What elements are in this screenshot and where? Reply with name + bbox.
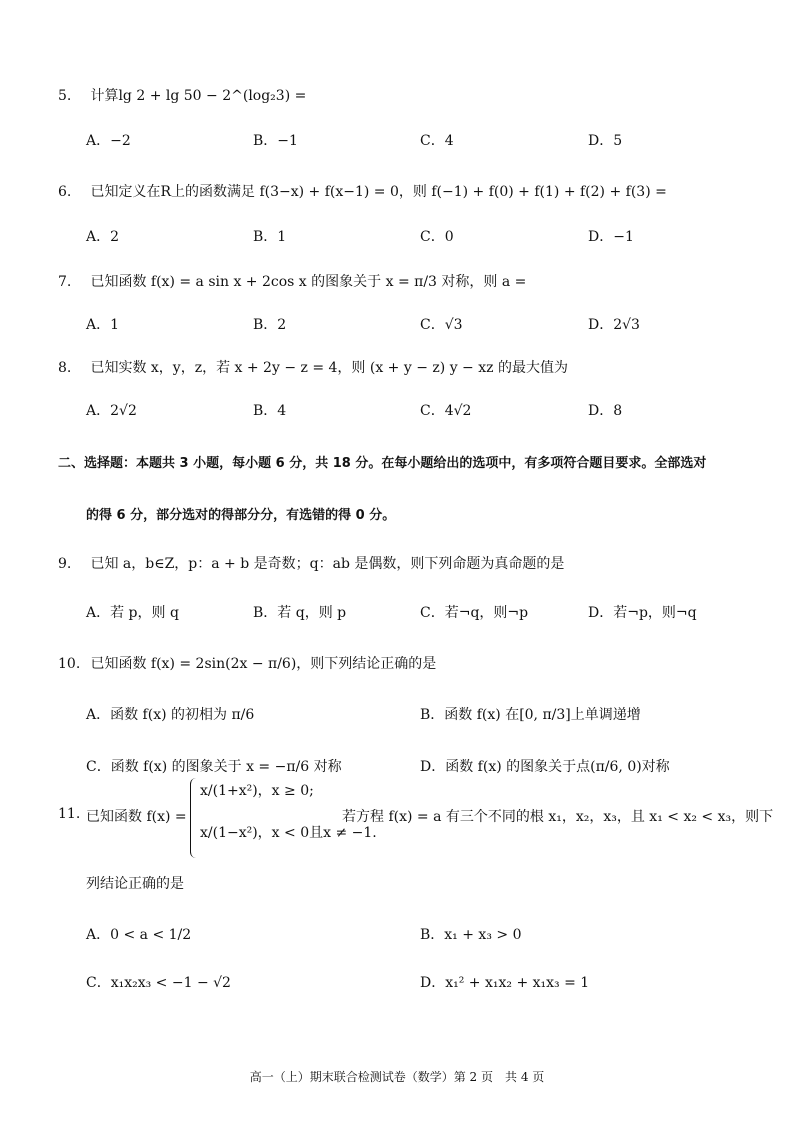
- page-footer: 高一（上）期末联合检测试卷（数学）第 2 页 共 4 页: [249, 1070, 545, 1084]
- option-d: D．若¬p，则¬q: [588, 605, 697, 621]
- option-d: D．x₁² + x₁x₂ + x₁x₃ = 1: [420, 975, 590, 991]
- question-number: 11.: [58, 806, 81, 822]
- question-10: [58, 654, 436, 674]
- question-11: [58, 776, 774, 866]
- option-d: D．2√3: [588, 317, 640, 333]
- question-number: 8.: [58, 360, 72, 376]
- question-7-options: [86, 314, 766, 336]
- option-b: B．x₁ + x₃ > 0: [420, 927, 522, 943]
- option-d: D．函数 f(x) 的图象关于点(π/6, 0)对称: [420, 759, 670, 775]
- option-a: A．−2: [86, 133, 131, 149]
- option-c: C．若¬q，则¬p: [420, 605, 529, 621]
- option-a: A．若 p，则 q: [86, 605, 179, 621]
- question-11-options-row1: [86, 924, 766, 946]
- option-c: C．0: [420, 229, 454, 245]
- option-d: D．−1: [588, 229, 634, 245]
- question-11-continued: 列结论正确的是: [86, 876, 184, 892]
- question-number: 6.: [58, 184, 72, 200]
- option-b: B．若 q，则 p: [253, 605, 347, 621]
- question-6-options: [86, 226, 766, 248]
- question-10-options-row2: [86, 756, 766, 778]
- option-c: C．x₁x₂x₃ < −1 − √2: [86, 975, 231, 991]
- question-text: 已知函数 f(x) = a sin x + 2cos x 的图象关于 x = π/3 对称，则 a =: [90, 274, 527, 290]
- question-number: 9.: [58, 556, 72, 572]
- question-9: [58, 554, 564, 574]
- option-a: A．2√2: [86, 403, 137, 419]
- question-9-options: [86, 602, 766, 624]
- question-text-suffix: 若方程 f(x) = a 有三个不同的根 x₁，x₂，x₃，且 x₁ < x₂ < x₃，则下: [342, 809, 774, 825]
- piecewise-case-1: x/(1+x²)，x ≥ 0;: [200, 783, 314, 799]
- section-heading: 二、选择题：本题共 3 小题，每小题 6 分，共 18 分。在每小题给出的选项中，有多项符合题目要求。全部选对: [58, 456, 707, 471]
- question-7: [58, 272, 526, 292]
- option-b: B．1: [253, 229, 287, 245]
- question-11-options-row2: [86, 972, 766, 994]
- question-text-prefix: 已知函数 f(x) =: [86, 809, 187, 825]
- option-b: B．−1: [253, 133, 298, 149]
- option-a: A．0 < a < 1/2: [86, 927, 192, 943]
- option-a: A．2: [86, 229, 120, 245]
- option-c: C．4√2: [420, 403, 472, 419]
- option-b: B．2: [253, 317, 287, 333]
- option-b: B．函数 f(x) 在[0, π/3]上单调递增: [420, 707, 641, 723]
- question-5-options: [86, 130, 766, 152]
- option-c: C．函数 f(x) 的图象关于 x = −π/6 对称: [86, 759, 342, 775]
- piecewise-case-2: x/(1−x²)，x < 0且x ≠ −1.: [200, 825, 377, 841]
- question-5: [58, 86, 306, 106]
- option-b: B．4: [253, 403, 287, 419]
- question-text: 已知实数 x，y，z，若 x + 2y − z = 4，则 (x + y − z) y − xz 的最大值为: [90, 360, 568, 376]
- question-number: 7.: [58, 274, 72, 290]
- question-8: [58, 358, 568, 378]
- question-text: 已知定义在R上的函数满足 f(3−x) + f(x−1) = 0，则 f(−1) + f(0) + f(1) + f(2) + f(3) =: [90, 184, 667, 200]
- option-d: D．8: [588, 403, 623, 419]
- question-text: 计算lg 2 + lg 50 − 2^(log₂3) =: [90, 88, 307, 104]
- option-a: A．函数 f(x) 的初相为 π/6: [86, 707, 255, 723]
- question-text: 已知 a，b∈Z，p：a + b 是奇数；q：ab 是偶数，则下列命题为真命题的是: [90, 556, 565, 572]
- question-6: [58, 182, 667, 202]
- question-number: 5.: [58, 88, 72, 104]
- question-text: 已知函数 f(x) = 2sin(2x − π/6)，则下列结论正确的是: [90, 656, 437, 672]
- section-heading-continued: 的得 6 分，部分选对的得部分分，有选错的得 0 分。: [86, 508, 396, 523]
- option-d: D．5: [588, 133, 623, 149]
- piecewise-brace: [190, 778, 199, 858]
- question-number: 10.: [58, 656, 81, 672]
- option-c: C．√3: [420, 317, 463, 333]
- option-a: A．1: [86, 317, 120, 333]
- question-10-options-row1: [86, 704, 766, 726]
- option-c: C．4: [420, 133, 454, 149]
- question-8-options: [86, 400, 766, 422]
